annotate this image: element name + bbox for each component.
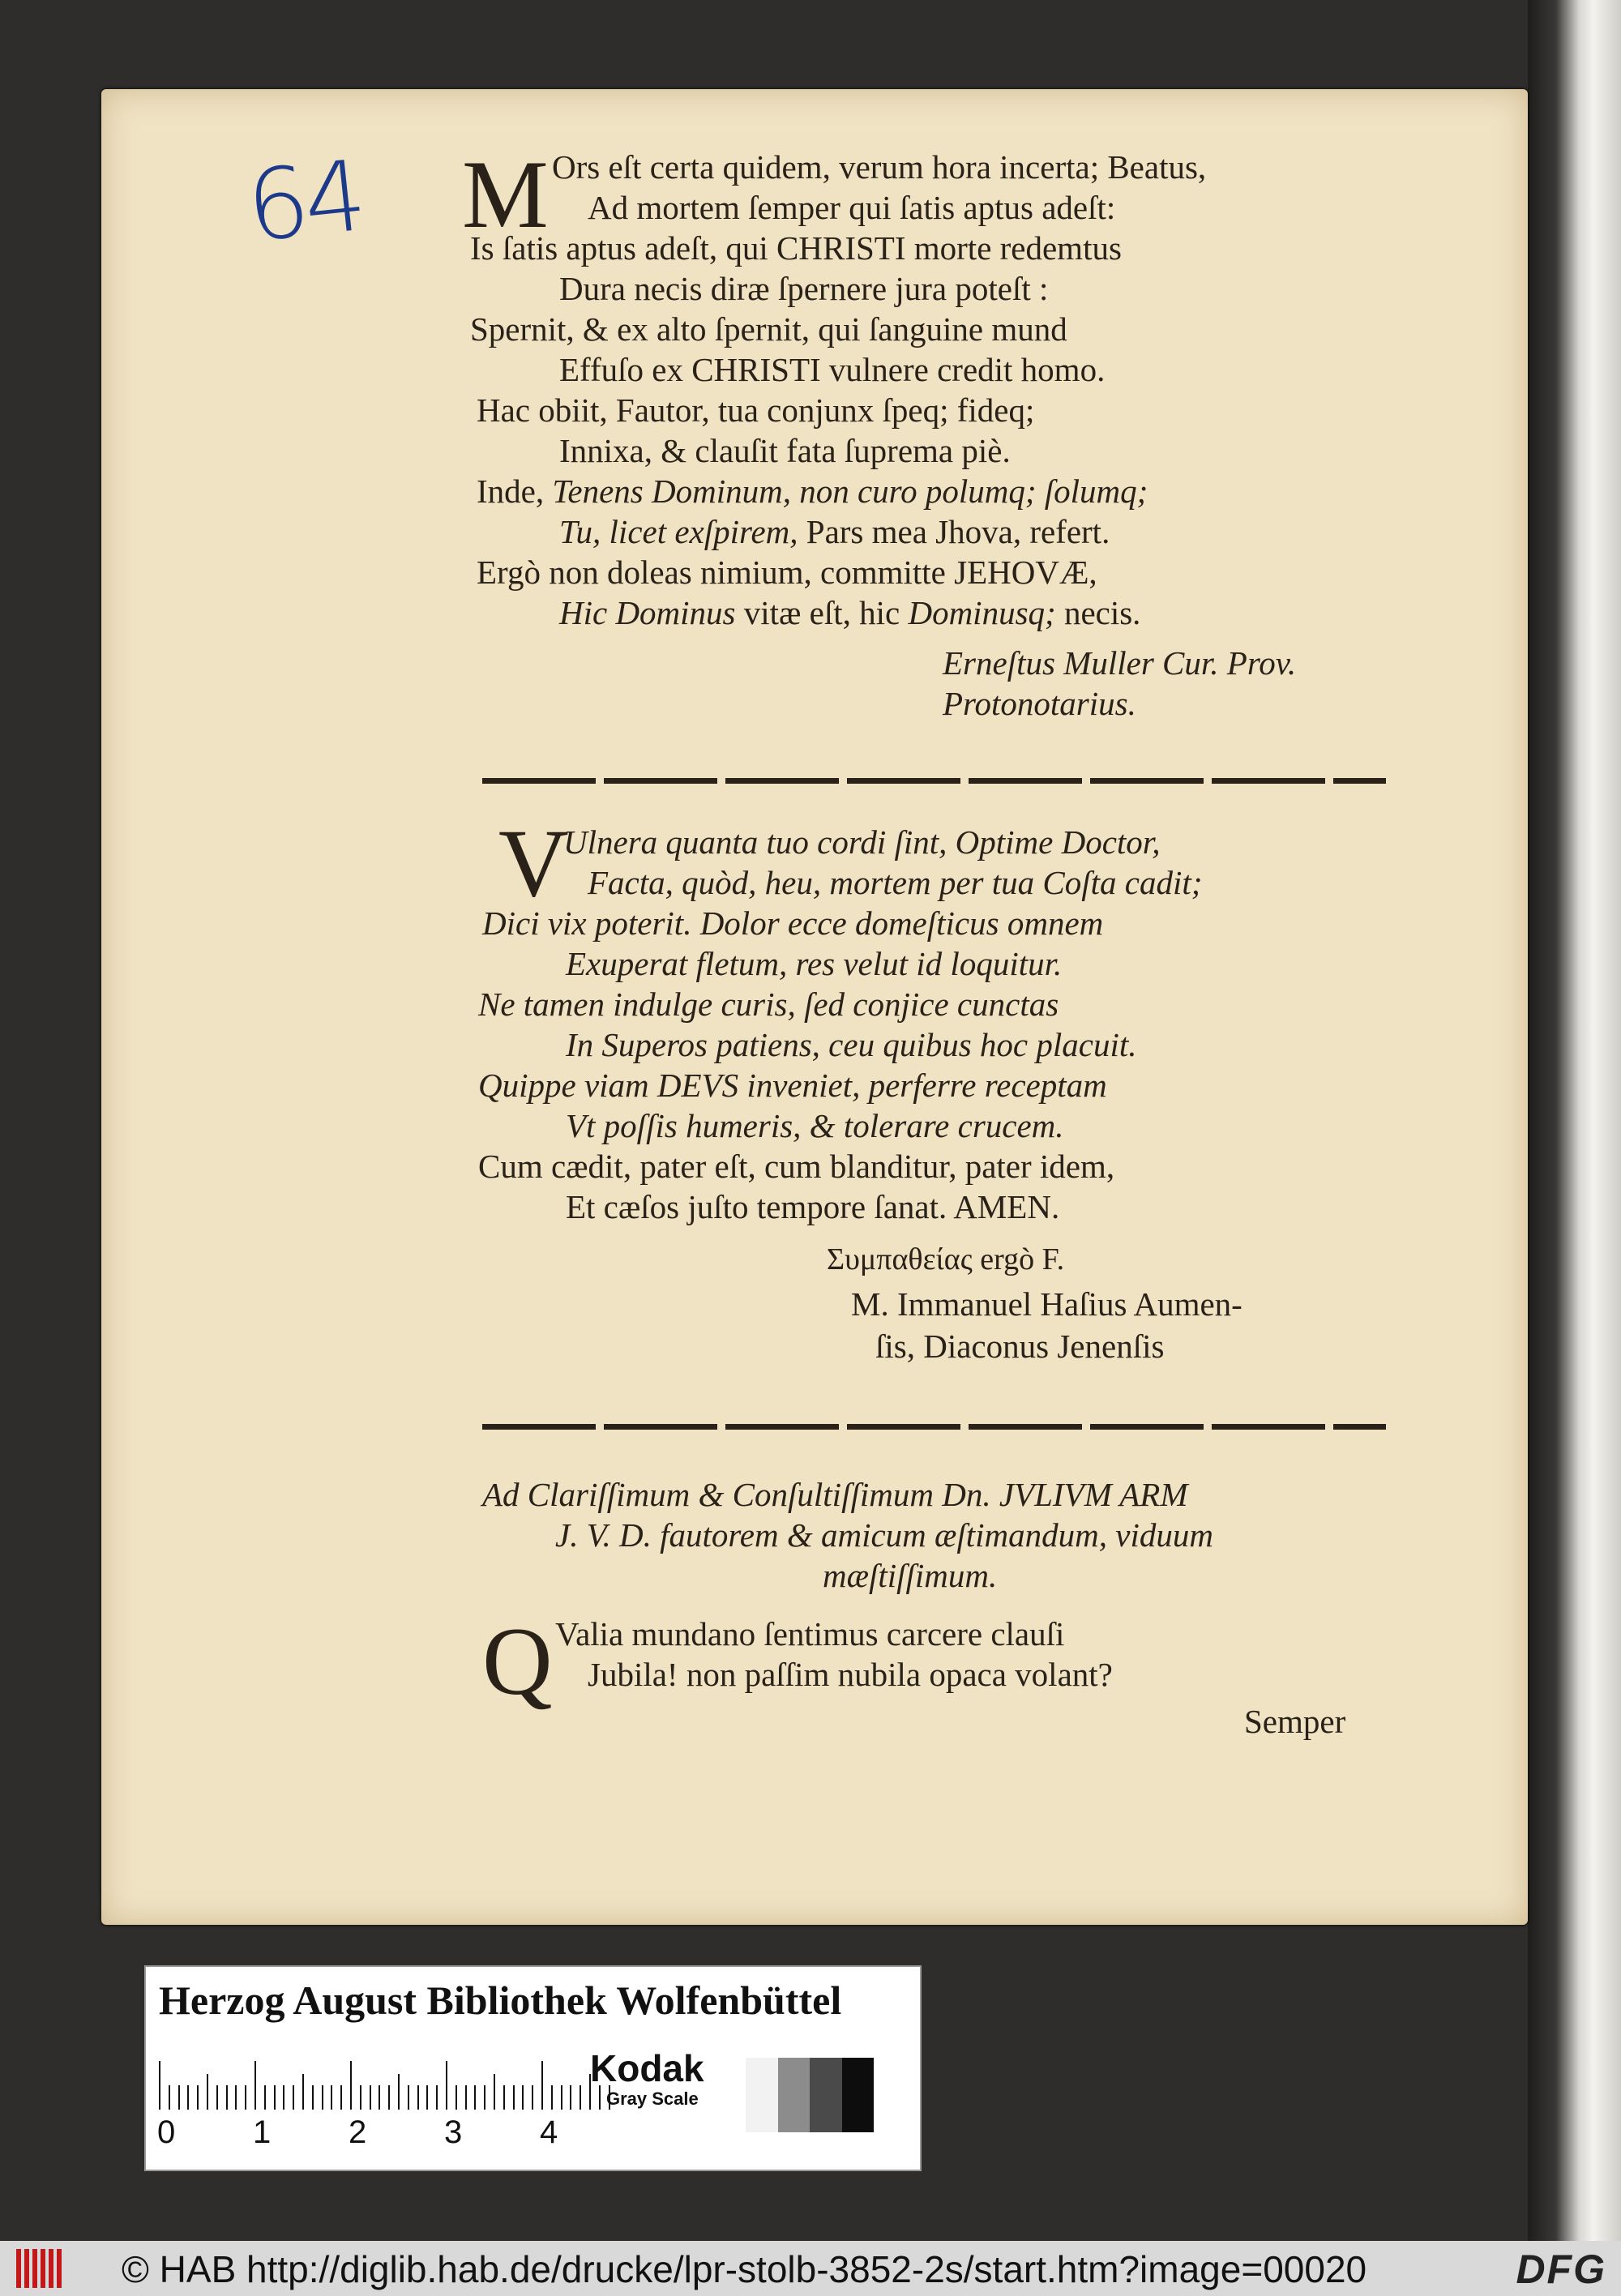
library-label — [144, 1965, 922, 2171]
ruler-tick — [417, 2085, 419, 2110]
poem2-line: Ulnera quanta tuo cordi ſint, Optime Doctor, — [563, 823, 1161, 861]
document-page — [101, 89, 1528, 1925]
folio-number: 64 — [242, 140, 367, 264]
ruler-number: 4 — [540, 2114, 558, 2150]
ruler-tick — [456, 2085, 457, 2110]
ruler-tick — [465, 2085, 467, 2110]
ruler-tick — [274, 2085, 276, 2110]
ruler-tick — [322, 2085, 323, 2110]
ruler-tick — [350, 2061, 352, 2110]
gray-swatch — [746, 2058, 778, 2132]
dropcap-q: Q — [482, 1607, 553, 1715]
poem2-line: Facta, quòd, heu, mortem per tua Coſta cadit; — [588, 864, 1203, 901]
ruler-tick — [503, 2085, 505, 2110]
poem3-line: Valia mundano ſentimus carcere clauſi — [555, 1615, 1065, 1653]
ruler-tick — [551, 2085, 553, 2110]
poem2-line: Cum cædit, pater eſt, cum blanditur, pater idem, — [478, 1148, 1115, 1185]
hab-logo-icon — [16, 2249, 65, 2288]
ruler-tick — [388, 2085, 390, 2110]
kodak-logo: Kodak — [590, 2047, 704, 2089]
poem2-line: Exuperat fletum, res velut id loquitur. — [566, 945, 1063, 982]
ruler-tick — [293, 2085, 294, 2110]
ruler-tick — [187, 2085, 189, 2110]
poem1-line — [559, 593, 1140, 632]
poem1-line — [477, 472, 1148, 511]
footer-bar — [0, 2241, 1621, 2296]
ruler-tick — [532, 2085, 533, 2110]
ruler-tick — [522, 2085, 524, 2110]
ruler-numbers — [157, 2114, 725, 2155]
ruler-tick — [340, 2085, 342, 2110]
ruler-tick — [331, 2085, 332, 2110]
ruler-tick — [302, 2074, 304, 2110]
ruler-tick — [169, 2085, 170, 2110]
ruler-tick — [207, 2074, 208, 2110]
poem2-line: Dici vix poterit. Dolor ecce domeſticus omnem — [482, 904, 1104, 942]
ruler-number: 0 — [157, 2114, 176, 2150]
ruler-tick — [398, 2074, 400, 2110]
adjacent-page-edge — [1528, 0, 1621, 2241]
text-span: necis. — [1063, 594, 1141, 631]
library-name: Herzog August Bibliothek Wolfenbüttel — [159, 1977, 842, 2023]
ruler-number: 1 — [253, 2114, 272, 2150]
ruler-tick — [484, 2085, 485, 2110]
ruler-tick — [436, 2085, 438, 2110]
ruler-tick — [360, 2085, 361, 2110]
ruler-tick — [474, 2085, 476, 2110]
gray-swatch — [810, 2058, 842, 2132]
poem1-line — [559, 512, 1110, 551]
ruler-tick — [264, 2085, 266, 2110]
gray-scale-swatches — [746, 2058, 874, 2132]
ruler-tick — [408, 2085, 409, 2110]
ruler-tick — [245, 2085, 246, 2110]
signature-line: ſis, Diaconus Jenenſis — [875, 1328, 1165, 1365]
dedication-line: J. V. D. fautorem & amicum æſtimandum, viduum — [555, 1516, 1213, 1554]
ruler-tick — [283, 2085, 284, 2110]
catchword: Semper — [1244, 1703, 1346, 1740]
dropcap-v: V — [498, 809, 569, 917]
ruler-tick — [370, 2085, 371, 2110]
gray-swatch — [842, 2058, 875, 2132]
ruler-number: 3 — [444, 2114, 463, 2150]
poem2-line: Et cæſos juſto tempore ſanat. AMEN. — [566, 1188, 1060, 1225]
poem2-line: In Superos patiens, ceu quibus hoc placuit. — [566, 1026, 1137, 1063]
ruler-tick — [159, 2061, 160, 2110]
ruler-tick — [446, 2061, 447, 2110]
ruler-number: 2 — [349, 2114, 367, 2150]
text-span: Hic Dominus — [559, 594, 736, 631]
poem1-line: Ergò non doleas nimium, committe JEHOVÆ, — [477, 554, 1097, 591]
text-span: Dominusq; — [908, 594, 1056, 631]
ruler-tick — [570, 2085, 571, 2110]
copyright-link[interactable]: © HAB http://diglib.hab.de/drucke/lpr-stolb-3852-2s/start.htm?image=00020 — [122, 2248, 1367, 2290]
dropcap-m: M — [462, 140, 549, 248]
poem2-line: Vt poſſis humeris, & tolerare crucem. — [566, 1107, 1064, 1144]
divider-rule — [482, 778, 1386, 784]
signature-line: Protonotarius. — [943, 685, 1136, 722]
gray-swatch — [778, 2058, 810, 2132]
ruler-tick — [235, 2085, 237, 2110]
signature-line: Erneſtus Muller Cur. Prov. — [943, 644, 1297, 682]
text-span: Tu, licet exſpirem, — [559, 513, 798, 550]
greek-line: Συμπαθείας ergò F. — [827, 1242, 1065, 1276]
ruler-tick — [513, 2085, 515, 2110]
poem1-line: Ors eſt certa quidem, verum hora incerta; Beatus, — [552, 148, 1207, 186]
ruler-tick — [426, 2085, 428, 2110]
poem1-line: Dura necis diræ ſpernere jura poteſt : — [559, 270, 1049, 307]
ruler-tick — [561, 2085, 562, 2110]
text-span: vitæ eſt, hic — [743, 594, 900, 631]
ruler-tick — [379, 2085, 380, 2110]
ruler-tick — [197, 2085, 199, 2110]
poem2-line: Ne tamen indulge curis, ſed conjice cunctas — [478, 986, 1059, 1023]
gray-scale-label: Gray Scale — [606, 2089, 699, 2109]
poem1-line: Effuſo ex CHRISTI vulnere credit homo. — [559, 351, 1106, 388]
ruler-tick — [580, 2085, 581, 2110]
ruler-tick — [216, 2085, 218, 2110]
ruler-tick — [226, 2085, 228, 2110]
dedication-line: Ad Clariſſimum & Conſultiſſimum Dn. JVLIVM ARM — [482, 1476, 1188, 1513]
poem2-line: Quippe viam DEVS inveniet, perferre receptam — [478, 1067, 1107, 1104]
ruler-tick — [178, 2085, 180, 2110]
divider-rule — [482, 1424, 1386, 1430]
poem3-line: Jubila! non paſſim nubila opaca volant? — [588, 1656, 1113, 1693]
dedication-line: mæſtiſſimum. — [823, 1557, 998, 1594]
ruler-tick — [312, 2085, 314, 2110]
signature-line: M. Immanuel Haſius Aumen- — [851, 1285, 1242, 1323]
text-span: Pars mea Jhova, refert. — [806, 513, 1110, 550]
text-span: Inde, — [477, 472, 545, 510]
poem1-line: Hac obiit, Fautor, tua conjunx ſpeq; fideq; — [477, 391, 1035, 429]
poem1-line: Spernit, & ex alto ſpernit, qui ſanguine mund — [470, 310, 1067, 348]
ruler-tick — [254, 2061, 256, 2110]
dfg-logo: DFG — [1516, 2247, 1606, 2292]
poem1-line: Ad mortem ſemper qui ſatis aptus adeſt: — [588, 189, 1116, 226]
ruler-tick — [494, 2074, 495, 2110]
poem1-line: Is ſatis aptus adeſt, qui CHRISTI morte redemtus — [470, 229, 1122, 267]
ruler-tick — [541, 2061, 543, 2110]
text-span: Tenens Dominum, non curo polumq; ſolumq; — [552, 472, 1148, 510]
poem1-line: Innixa, & clauſit fata ſuprema piè. — [559, 432, 1011, 469]
